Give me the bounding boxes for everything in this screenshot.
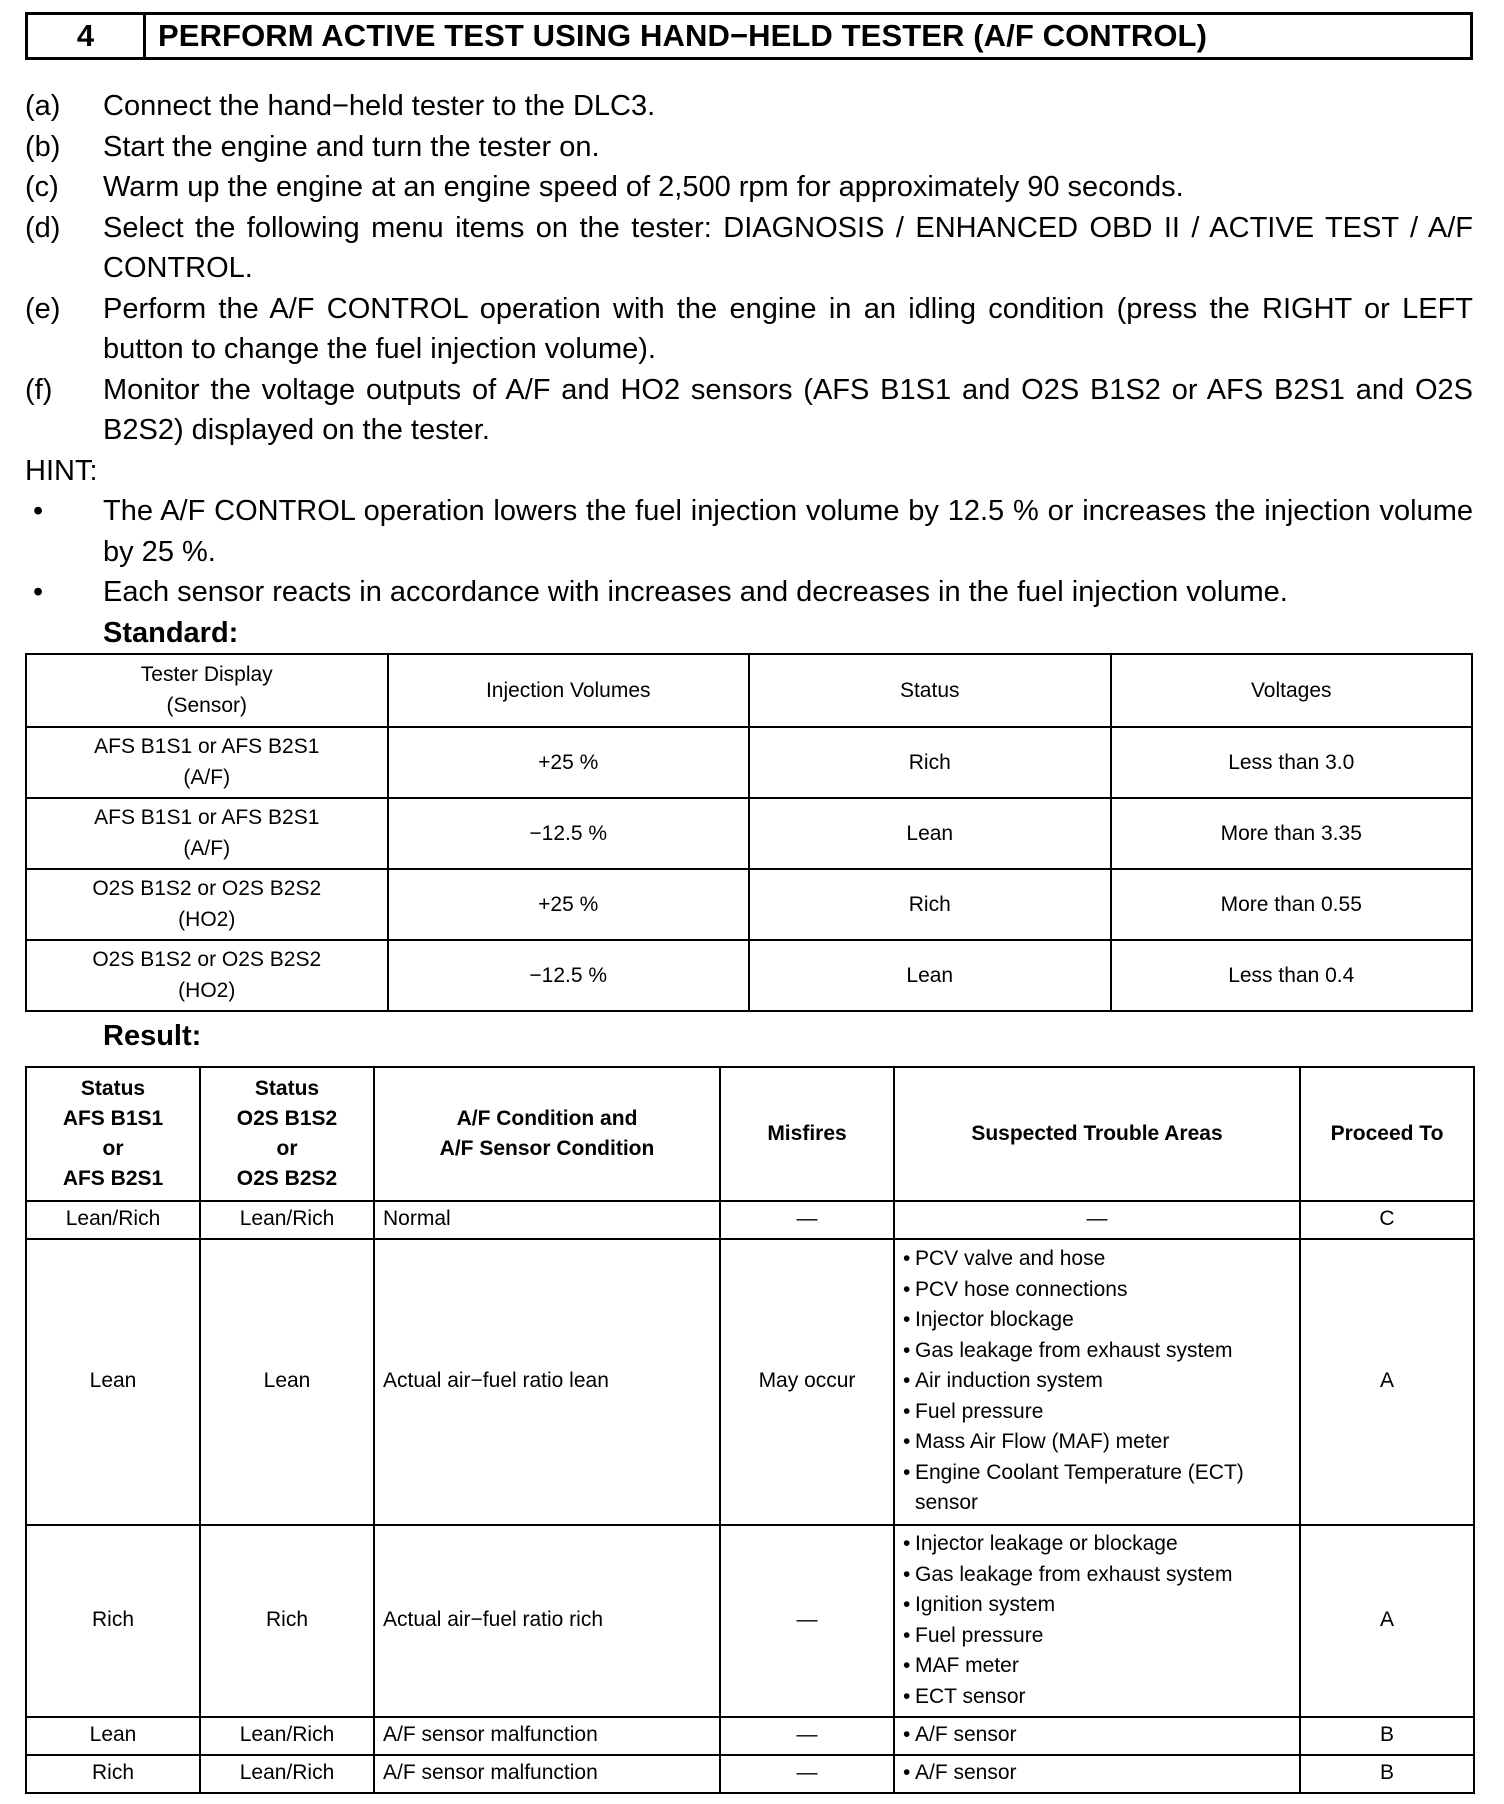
procedure-letter: (b) xyxy=(25,130,61,163)
voltage-cell: More than 3.35 xyxy=(1111,798,1473,869)
header-text: A/F Sensor Condition xyxy=(439,1136,655,1160)
injection-cell: +25 % xyxy=(388,869,750,940)
table-row xyxy=(26,727,1472,798)
standard-table xyxy=(25,653,1473,1012)
sensor-cell xyxy=(26,869,388,940)
proceed-cell: A xyxy=(1300,1525,1474,1717)
procedure-text: Monitor the voltage outputs of A/F and HO2 sensors (AFS B1S1 and O2S B1S2 or AFS B2S1 and O2S B2S2) displayed on the tester. xyxy=(103,373,1473,446)
list-item: • Engine Coolant Temperature (ECT) sensor xyxy=(903,1458,1299,1519)
procedure-list xyxy=(25,86,1473,653)
afs-status-cell: Rich xyxy=(26,1525,200,1717)
hint-label: HINT: xyxy=(25,454,98,487)
header-text: (Sensor) xyxy=(166,694,248,717)
document-page xyxy=(25,12,1473,1794)
injection-cell: −12.5 % xyxy=(388,940,750,1011)
proceed-cell: B xyxy=(1300,1755,1474,1793)
header-cell: Status xyxy=(749,654,1111,727)
hint-item xyxy=(25,572,1473,613)
header-text: or xyxy=(276,1136,298,1160)
table-row xyxy=(26,1201,1474,1239)
procedure-item xyxy=(25,289,1473,370)
status-cell: Rich xyxy=(749,727,1111,798)
condition-cell: Actual air−fuel ratio lean xyxy=(374,1239,720,1525)
table-row xyxy=(26,798,1472,869)
condition-cell: A/F sensor malfunction xyxy=(374,1717,720,1755)
o2s-status-cell: Lean/Rich xyxy=(200,1201,374,1239)
header-text: Status xyxy=(254,1076,320,1100)
procedure-letter: (e) xyxy=(25,292,61,325)
header-cell xyxy=(374,1067,720,1201)
procedure-item xyxy=(25,370,1473,451)
standard-heading: Standard: xyxy=(103,616,239,649)
status-cell: Lean xyxy=(749,940,1111,1011)
trouble-list xyxy=(895,1529,1299,1712)
status-cell: Lean xyxy=(749,798,1111,869)
sensor-type: (HO2) xyxy=(178,908,236,931)
condition-cell: Actual air−fuel ratio rich xyxy=(374,1525,720,1717)
hint-item xyxy=(25,491,1473,572)
table-row xyxy=(26,1525,1474,1717)
sensor-cell xyxy=(26,940,388,1011)
list-item: • Gas leakage from exhaust system xyxy=(903,1560,1299,1591)
status-cell: Rich xyxy=(749,869,1111,940)
header-text: O2S B2S2 xyxy=(236,1166,338,1190)
proceed-cell: B xyxy=(1300,1717,1474,1755)
header-text: Status xyxy=(80,1076,146,1100)
procedure-item xyxy=(25,86,1473,127)
trouble-cell xyxy=(894,1239,1300,1525)
table-header-row xyxy=(26,1067,1474,1201)
afs-status-cell: Lean xyxy=(26,1717,200,1755)
step-title: PERFORM ACTIVE TEST USING HAND−HELD TESTER (A/F CONTROL) xyxy=(158,18,1207,53)
header-text: AFS B1S1 xyxy=(62,1106,164,1130)
table-row xyxy=(26,1717,1474,1755)
procedure-item xyxy=(25,127,1473,168)
header-cell: Voltages xyxy=(1111,654,1473,727)
result-heading: Result: xyxy=(103,1019,202,1052)
trouble-cell xyxy=(894,1525,1300,1717)
header-text: Tester Display xyxy=(140,663,273,686)
o2s-status-cell: Lean/Rich xyxy=(200,1755,374,1793)
hint-text: The A/F CONTROL operation lowers the fuel injection volume by 12.5 % or increases the injection volume by 25 %. xyxy=(103,495,1473,568)
list-item: • Fuel pressure xyxy=(903,1621,1299,1652)
o2s-status-cell: Lean xyxy=(200,1239,374,1525)
list-item: • Injector leakage or blockage xyxy=(903,1529,1299,1560)
list-item: • Ignition system xyxy=(903,1590,1299,1621)
table-row xyxy=(26,1239,1474,1525)
hint-text: Each sensor reacts in accordance with increases and decreases in the fuel injection volume. xyxy=(103,576,1288,608)
afs-status-cell: Lean/Rich xyxy=(26,1201,200,1239)
sensor-type: (A/F) xyxy=(183,766,231,789)
o2s-status-cell: Rich xyxy=(200,1525,374,1717)
injection-cell: +25 % xyxy=(388,727,750,798)
list-item: • A/F sensor xyxy=(903,1758,1299,1789)
condition-cell: Normal xyxy=(374,1201,720,1239)
procedure-item xyxy=(25,208,1473,289)
list-item: • PCV hose connections xyxy=(903,1275,1299,1306)
voltage-cell: Less than 3.0 xyxy=(1111,727,1473,798)
list-item: • Injector blockage xyxy=(903,1305,1299,1336)
list-item: • ECT sensor xyxy=(903,1682,1299,1713)
list-item: • PCV valve and hose xyxy=(903,1244,1299,1275)
header-text: A/F Condition and xyxy=(456,1106,638,1130)
misfires-cell: — xyxy=(720,1717,894,1755)
trouble-cell xyxy=(894,1755,1300,1793)
procedure-text: Select the following menu items on the tester: DIAGNOSIS / ENHANCED OBD II / ACTIVE TEST / A/F CONTROL. xyxy=(103,211,1473,284)
header-text: or xyxy=(102,1136,124,1160)
procedure-letter: (c) xyxy=(25,171,59,203)
sensor-type: (HO2) xyxy=(178,979,236,1002)
procedure-text: Warm up the engine at an engine speed of 2,500 rpm for approximately 90 seconds. xyxy=(103,171,1184,203)
table-row xyxy=(26,869,1472,940)
header-text: O2S B1S2 xyxy=(236,1106,338,1130)
sensor-type: (A/F) xyxy=(183,837,231,860)
trouble-cell: — xyxy=(894,1201,1300,1239)
sensor-name: AFS B1S1 or AFS B2S1 xyxy=(94,735,320,758)
sensor-cell xyxy=(26,727,388,798)
procedure-text: Start the engine and turn the tester on. xyxy=(103,130,600,163)
header-cell: Injection Volumes xyxy=(388,654,750,727)
list-item: • Fuel pressure xyxy=(903,1397,1299,1428)
trouble-cell xyxy=(894,1717,1300,1755)
list-item: • A/F sensor xyxy=(903,1720,1299,1751)
trouble-list xyxy=(895,1720,1299,1751)
procedure-item xyxy=(25,167,1473,208)
procedure-letter: (a) xyxy=(25,90,61,122)
misfires-cell: — xyxy=(720,1755,894,1793)
procedure-letter: (f) xyxy=(25,373,53,406)
afs-status-cell: Rich xyxy=(26,1755,200,1793)
sensor-cell xyxy=(26,798,388,869)
sensor-name: O2S B1S2 or O2S B2S2 xyxy=(92,877,322,900)
sensor-name: AFS B1S1 or AFS B2S1 xyxy=(94,806,320,829)
afs-status-cell: Lean xyxy=(26,1239,200,1525)
procedure-text: Perform the A/F CONTROL operation with the engine in an idling condition (press the RIGHT or LEFT button to change the fuel injection volume). xyxy=(103,292,1473,365)
voltage-cell: Less than 0.4 xyxy=(1111,940,1473,1011)
table-header-row xyxy=(26,654,1472,727)
procedure-letter: (d) xyxy=(25,211,61,244)
bullet-icon: • xyxy=(33,495,44,527)
result-table xyxy=(25,1066,1475,1794)
o2s-status-cell: Lean/Rich xyxy=(200,1717,374,1755)
list-item: • Gas leakage from exhaust system xyxy=(903,1336,1299,1367)
header-cell xyxy=(200,1067,374,1201)
trouble-list xyxy=(895,1758,1299,1789)
table-row xyxy=(26,940,1472,1011)
misfires-cell: May occur xyxy=(720,1239,894,1525)
trouble-list xyxy=(895,1244,1299,1519)
header-text: AFS B2S1 xyxy=(62,1166,164,1190)
misfires-cell: — xyxy=(720,1525,894,1717)
injection-cell: −12.5 % xyxy=(388,798,750,869)
procedure-text: Connect the hand−held tester to the DLC3. xyxy=(103,90,656,122)
proceed-cell: A xyxy=(1300,1239,1474,1525)
step-header xyxy=(25,12,1473,60)
header-cell xyxy=(26,654,388,727)
list-item: • Mass Air Flow (MAF) meter xyxy=(903,1427,1299,1458)
header-cell xyxy=(26,1067,200,1201)
list-item: • Air induction system xyxy=(903,1366,1299,1397)
table-row xyxy=(26,1755,1474,1793)
header-cell: Suspected Trouble Areas xyxy=(894,1067,1300,1201)
header-cell: Proceed To xyxy=(1300,1067,1474,1201)
condition-cell: A/F sensor malfunction xyxy=(374,1755,720,1793)
step-number: 4 xyxy=(28,15,146,57)
sensor-name: O2S B1S2 or O2S B2S2 xyxy=(92,948,322,971)
bullet-icon: • xyxy=(33,576,44,608)
proceed-cell: C xyxy=(1300,1201,1474,1239)
header-cell: Misfires xyxy=(720,1067,894,1201)
misfires-cell: — xyxy=(720,1201,894,1239)
voltage-cell: More than 0.55 xyxy=(1111,869,1473,940)
list-item: • MAF meter xyxy=(903,1651,1299,1682)
